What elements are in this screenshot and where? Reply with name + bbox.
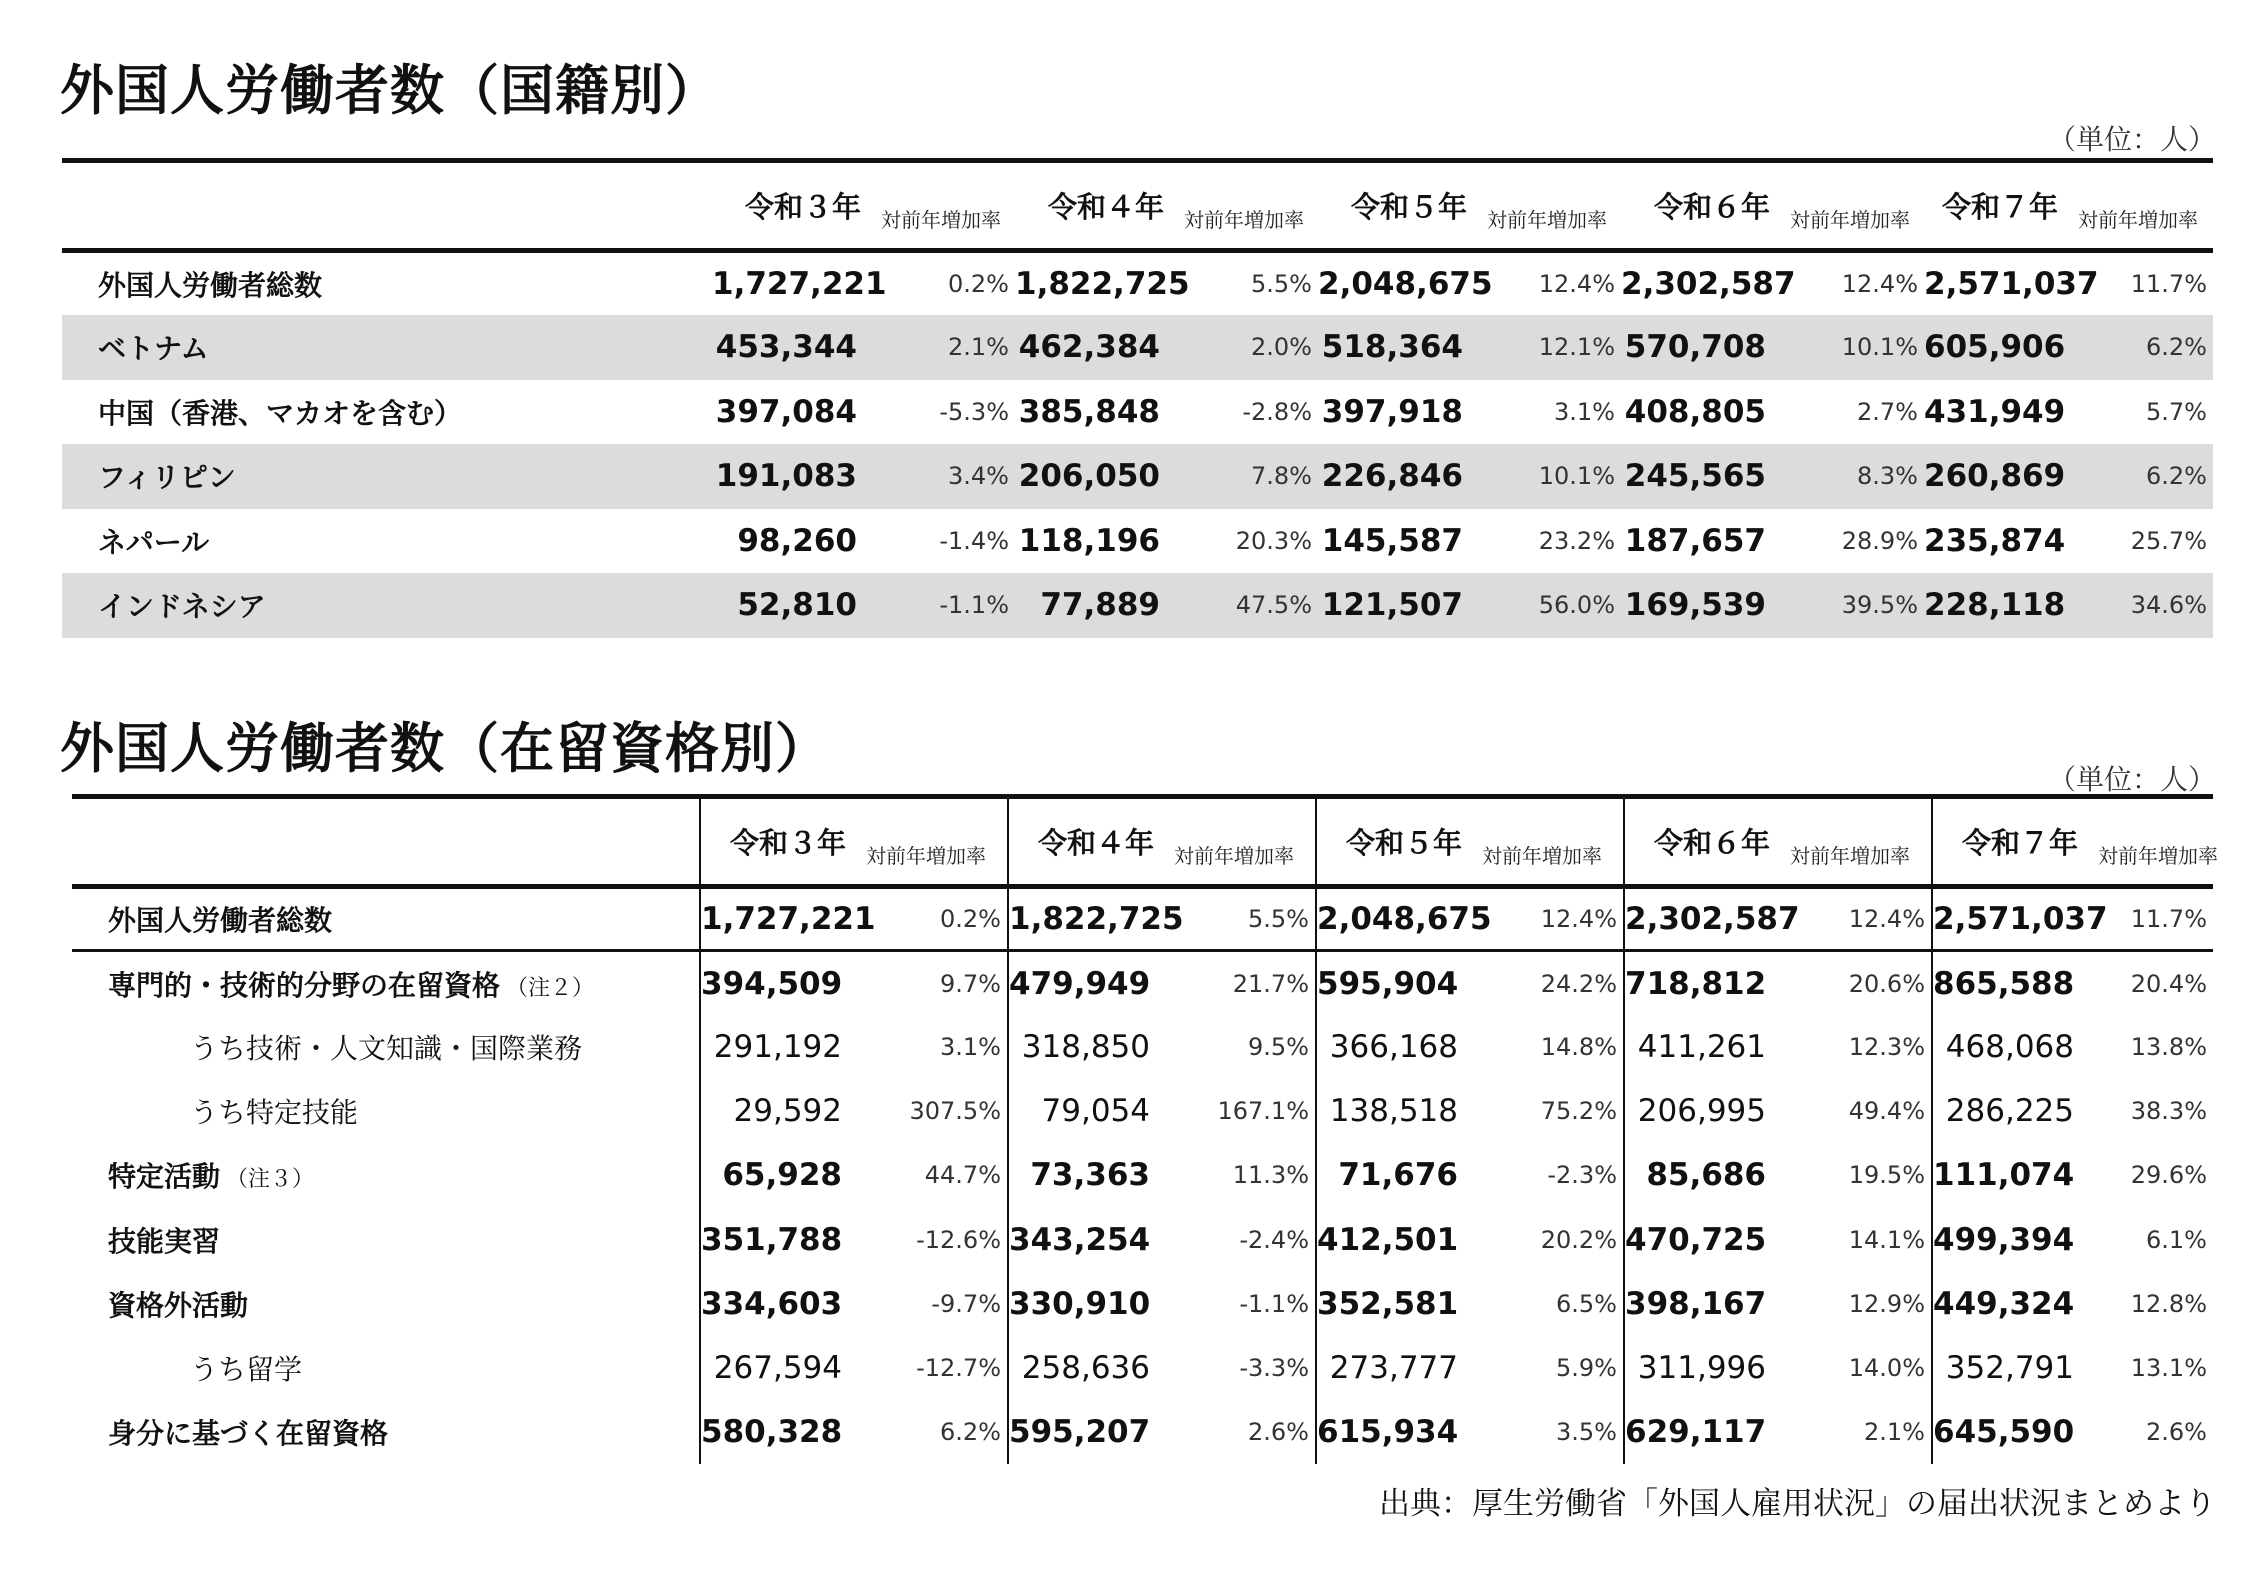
rate-cell: 6.2% [2072,444,2213,509]
count-cell: 479,949 [1008,951,1168,1015]
count-cell: 29,592 [700,1079,860,1143]
count-cell: 865,588 [1932,951,2092,1015]
table-row [72,1400,2213,1464]
year-header: 令和４年 [1015,161,1178,251]
year-header: 令和６年 [1621,161,1784,251]
visa-status-table [72,794,2218,1464]
rate-cell: 28.9% [1841,526,1918,555]
rate-cell: 44.7% [924,1161,1001,1190]
rate-header: 対前年増加率 [1481,161,1621,251]
rate-cell: -2.4% [1239,1225,1309,1254]
rate-cell: 12.8% [2130,1289,2207,1318]
rate-cell: 12.3% [1848,1032,1925,1061]
rate-cell: -1.4% [939,526,1009,555]
count-cell: 1,727,221 [700,887,860,951]
rate-cell: 5.5% [1251,270,1312,298]
rate-cell: 21.7% [1232,969,1309,998]
table-header-row [62,161,2213,251]
row-label [72,1143,700,1207]
row-label-text: うち技術・人文知識・国際業務 [190,1031,583,1065]
table-row [72,951,2213,1015]
count-cell: 1,822,725 [1015,266,1190,302]
footnote-ref: （注３） [226,1167,315,1193]
table-row [72,1143,2213,1207]
count-cell: 330,910 [1008,1272,1168,1336]
rate-cell: 8.3% [1784,444,1924,509]
rate-cell: 14.0% [1848,1353,1925,1382]
table2-unit-note: （単位：人） [2047,763,2216,796]
count-cell: 397,918 [1321,393,1463,430]
rate-cell: -1.1% [875,573,1015,638]
count-cell: 206,995 [1624,1079,1784,1143]
count-cell: 191,083 [712,444,875,509]
count-cell: 291,192 [700,1015,860,1079]
rate-cell: 49.4% [1848,1097,1925,1126]
count-cell: 65,928 [700,1143,860,1207]
rate-cell: -12.6% [916,1225,1001,1254]
count-cell: 470,725 [1624,1207,1784,1271]
count-cell: 334,603 [700,1272,860,1336]
count-cell: 235,874 [1924,522,2066,559]
rate-cell: 3.1% [940,1032,1001,1061]
count-cell: 318,850 [1008,1015,1168,1079]
rate-cell: 5.9% [1556,1353,1617,1382]
rate-cell: 12.4% [1841,270,1918,298]
count-cell: 605,906 [1924,315,2072,380]
rate-cell: 11.7% [2092,887,2213,951]
rate-cell: 20.2% [1540,1225,1617,1254]
row-label [72,1272,700,1336]
rate-cell: 2.1% [875,315,1015,380]
rate-cell: 56.0% [1481,573,1621,638]
table-row [72,1272,2213,1336]
count-cell: 615,934 [1316,1400,1476,1464]
count-cell: 462,384 [1015,315,1178,380]
row-label [72,1207,700,1271]
count-cell: 645,590 [1932,1400,2092,1464]
count-cell: 2,048,675 [1318,266,1493,302]
row-label-text: 専門的・技術的分野の在留資格 [108,968,501,1002]
table-row [72,1079,2213,1143]
count-cell: 226,846 [1318,444,1481,509]
rate-cell: 6.5% [1556,1289,1617,1318]
count-cell: 629,117 [1624,1400,1784,1464]
count-cell: 2,571,037 [1932,887,2092,951]
count-cell: 187,657 [1624,522,1766,559]
count-cell: 1,727,221 [712,266,887,302]
rate-cell: 2.6% [1248,1418,1309,1447]
count-cell: 169,539 [1621,573,1784,638]
rate-cell: 5.5% [1168,887,1316,951]
rate-cell: 6.2% [940,1418,1001,1447]
year-header: 令和３年 [712,161,875,251]
count-cell: 468,068 [1932,1015,2092,1079]
count-cell: 595,207 [1008,1400,1168,1464]
count-cell: 228,118 [1924,573,2072,638]
rate-header: 対前年増加率 [1784,797,1932,887]
table1-unit-note: （単位：人） [2047,123,2216,156]
rate-cell: -1.1% [1239,1289,1309,1318]
rate-cell: 2.1% [1864,1418,1925,1447]
row-label [72,1015,700,1079]
rate-cell: 167.1% [1217,1097,1309,1126]
rate-cell: 10.1% [1784,315,1924,380]
count-cell: 408,805 [1624,393,1766,430]
year-header: 令和４年 [1008,797,1168,887]
count-cell: 245,565 [1621,444,1784,509]
year-header: 令和６年 [1624,797,1784,887]
row-label: フィリピン [62,444,712,509]
count-cell: 499,394 [1932,1207,2092,1271]
count-cell: 121,507 [1318,573,1481,638]
row-label: インドネシア [62,573,712,638]
table-row [62,509,2213,574]
rate-cell: -2.3% [1547,1161,1617,1190]
count-cell: 397,084 [715,393,857,430]
rate-cell: -2.8% [1242,397,1312,426]
row-label [72,1336,700,1400]
rate-cell: 25.7% [2130,526,2207,555]
count-cell: 98,260 [737,522,857,559]
row-label: 中国（香港、マカオを含む） [98,396,463,430]
rate-cell: 20.4% [2130,969,2207,998]
row-label: ベトナム [62,315,712,380]
rate-cell: 7.8% [1178,444,1318,509]
rate-cell: 13.1% [2130,1353,2207,1382]
rate-cell: 5.7% [2146,397,2207,426]
rate-cell: 19.5% [1848,1161,1925,1190]
count-cell: 366,168 [1316,1015,1476,1079]
rate-cell: 12.4% [1476,887,1624,951]
count-cell: 258,636 [1008,1336,1168,1400]
rate-header: 対前年増加率 [2092,797,2213,887]
count-cell: 52,810 [712,573,875,638]
count-cell: 411,261 [1624,1015,1784,1079]
year-header: 令和７年 [1924,161,2072,251]
rate-cell: 3.5% [1556,1418,1617,1447]
rate-header: 対前年増加率 [875,161,1015,251]
source-citation: 出典：厚生労働省「外国人雇用状況」の届出状況まとめより [1379,1486,2216,1522]
rate-cell: 11.3% [1232,1161,1309,1190]
rate-cell: 9.7% [940,969,1001,998]
count-cell: 118,196 [1018,522,1160,559]
rate-cell: 24.2% [1540,969,1617,998]
count-cell: 145,587 [1321,522,1463,559]
count-cell: 138,518 [1316,1079,1476,1143]
rate-cell: 75.2% [1540,1097,1617,1126]
row-label: ネパール [98,525,210,559]
count-cell: 570,708 [1621,315,1784,380]
count-cell: 2,302,587 [1621,266,1796,302]
row-label [72,1400,700,1464]
rate-cell: 2.7% [1857,397,1918,426]
count-cell: 71,676 [1316,1143,1476,1207]
count-cell: 260,869 [1924,444,2072,509]
row-label-text: うち特定技能 [190,1096,359,1130]
table-row [72,1336,2213,1400]
table-row [62,251,2213,316]
year-header: 令和３年 [700,797,860,887]
rate-cell: 14.8% [1540,1032,1617,1061]
rate-cell: 10.1% [1481,444,1621,509]
rate-cell: 47.5% [1178,573,1318,638]
rate-header: 対前年増加率 [860,797,1008,887]
rate-cell: 34.6% [2072,573,2213,638]
count-cell: 79,054 [1008,1079,1168,1143]
rate-cell: -3.3% [1239,1353,1309,1382]
count-cell: 267,594 [700,1336,860,1400]
table-row [62,444,2213,509]
table-row [62,380,2213,445]
row-label [72,887,700,951]
count-cell: 273,777 [1316,1336,1476,1400]
row-label: 外国人労働者総数 [98,269,323,302]
table2-title: 外国人労働者数（在留資格別） [60,717,830,780]
rate-cell: 2.6% [2146,1418,2207,1447]
row-label [72,951,700,1015]
count-cell: 1,822,725 [1008,887,1168,951]
table-header-row [72,797,2213,887]
rate-cell: 23.2% [1538,526,1615,555]
count-cell: 398,167 [1624,1272,1784,1336]
rate-header: 対前年増加率 [2072,161,2213,251]
count-cell: 2,048,675 [1316,887,1476,951]
table-row [62,315,2213,380]
row-label [72,1079,700,1143]
row-label-text: 身分に基づく在留資格 [108,1417,389,1451]
count-cell: 206,050 [1015,444,1178,509]
table-row [62,573,2213,638]
year-header: 令和７年 [1932,797,2092,887]
rate-cell: 20.3% [1235,526,1312,555]
year-header: 令和５年 [1316,797,1476,887]
rate-cell: 0.2% [860,887,1008,951]
count-cell: 286,225 [1932,1079,2092,1143]
rate-cell: 2.0% [1178,315,1318,380]
count-cell: 352,581 [1316,1272,1476,1336]
header-blank [72,797,700,887]
rate-cell: 3.4% [875,444,1015,509]
count-cell: 518,364 [1318,315,1481,380]
rate-cell: 3.1% [1554,397,1615,426]
rate-cell: 6.1% [2146,1225,2207,1254]
count-cell: 449,324 [1932,1272,2092,1336]
count-cell: 412,501 [1316,1207,1476,1271]
footnote-ref: （注２） [506,975,595,1001]
row-label-text: 外国人労働者総数 [108,904,333,938]
row-label-text: 技能実習 [108,1224,221,1258]
count-cell: 394,509 [700,951,860,1015]
count-cell: 431,949 [1924,393,2066,430]
rate-cell: 39.5% [1784,573,1924,638]
rate-cell: -12.7% [916,1353,1001,1382]
rate-cell: 12.4% [1784,887,1932,951]
rate-header: 対前年増加率 [1168,797,1316,887]
rate-cell: 6.2% [2072,315,2213,380]
table-row [72,887,2213,951]
nationality-table [62,158,2213,638]
count-cell: 718,812 [1624,951,1784,1015]
rate-cell: 20.6% [1848,969,1925,998]
count-cell: 595,904 [1316,951,1476,1015]
count-cell: 2,571,037 [1924,266,2099,302]
count-cell: 385,848 [1018,393,1160,430]
count-cell: 453,344 [712,315,875,380]
rate-cell: 307.5% [909,1097,1001,1126]
rate-cell: 11.7% [2130,270,2207,298]
rate-cell: 0.2% [948,270,1009,298]
count-cell: 311,996 [1624,1336,1784,1400]
rate-cell: 13.8% [2130,1032,2207,1061]
count-cell: 85,686 [1624,1143,1784,1207]
count-cell: 2,302,587 [1624,887,1784,951]
count-cell: 352,791 [1932,1336,2092,1400]
row-label-text: うち留学 [190,1352,303,1386]
table1-title: 外国人労働者数（国籍別） [60,59,720,122]
rate-cell: -9.7% [931,1289,1001,1318]
row-label-text: 資格外活動 [108,1288,249,1322]
rate-cell: -5.3% [939,397,1009,426]
rate-header: 対前年増加率 [1178,161,1318,251]
count-cell: 111,074 [1932,1143,2092,1207]
count-cell: 77,889 [1015,573,1178,638]
table-row [72,1015,2213,1079]
rate-cell: 29.6% [2130,1161,2207,1190]
rate-cell: 12.4% [1538,270,1615,298]
count-cell: 580,328 [700,1400,860,1464]
header-blank [62,161,712,251]
year-header: 令和５年 [1318,161,1481,251]
count-cell: 73,363 [1008,1143,1168,1207]
rate-cell: 38.3% [2130,1097,2207,1126]
count-cell: 351,788 [700,1207,860,1271]
row-label-text: 特定活動 [108,1160,221,1194]
rate-cell: 9.5% [1248,1032,1309,1061]
rate-header: 対前年増加率 [1476,797,1624,887]
rate-cell: 14.1% [1848,1225,1925,1254]
rate-cell: 12.9% [1848,1289,1925,1318]
table-row [72,1207,2213,1271]
count-cell: 343,254 [1008,1207,1168,1271]
rate-cell: 12.1% [1481,315,1621,380]
rate-header: 対前年増加率 [1784,161,1924,251]
